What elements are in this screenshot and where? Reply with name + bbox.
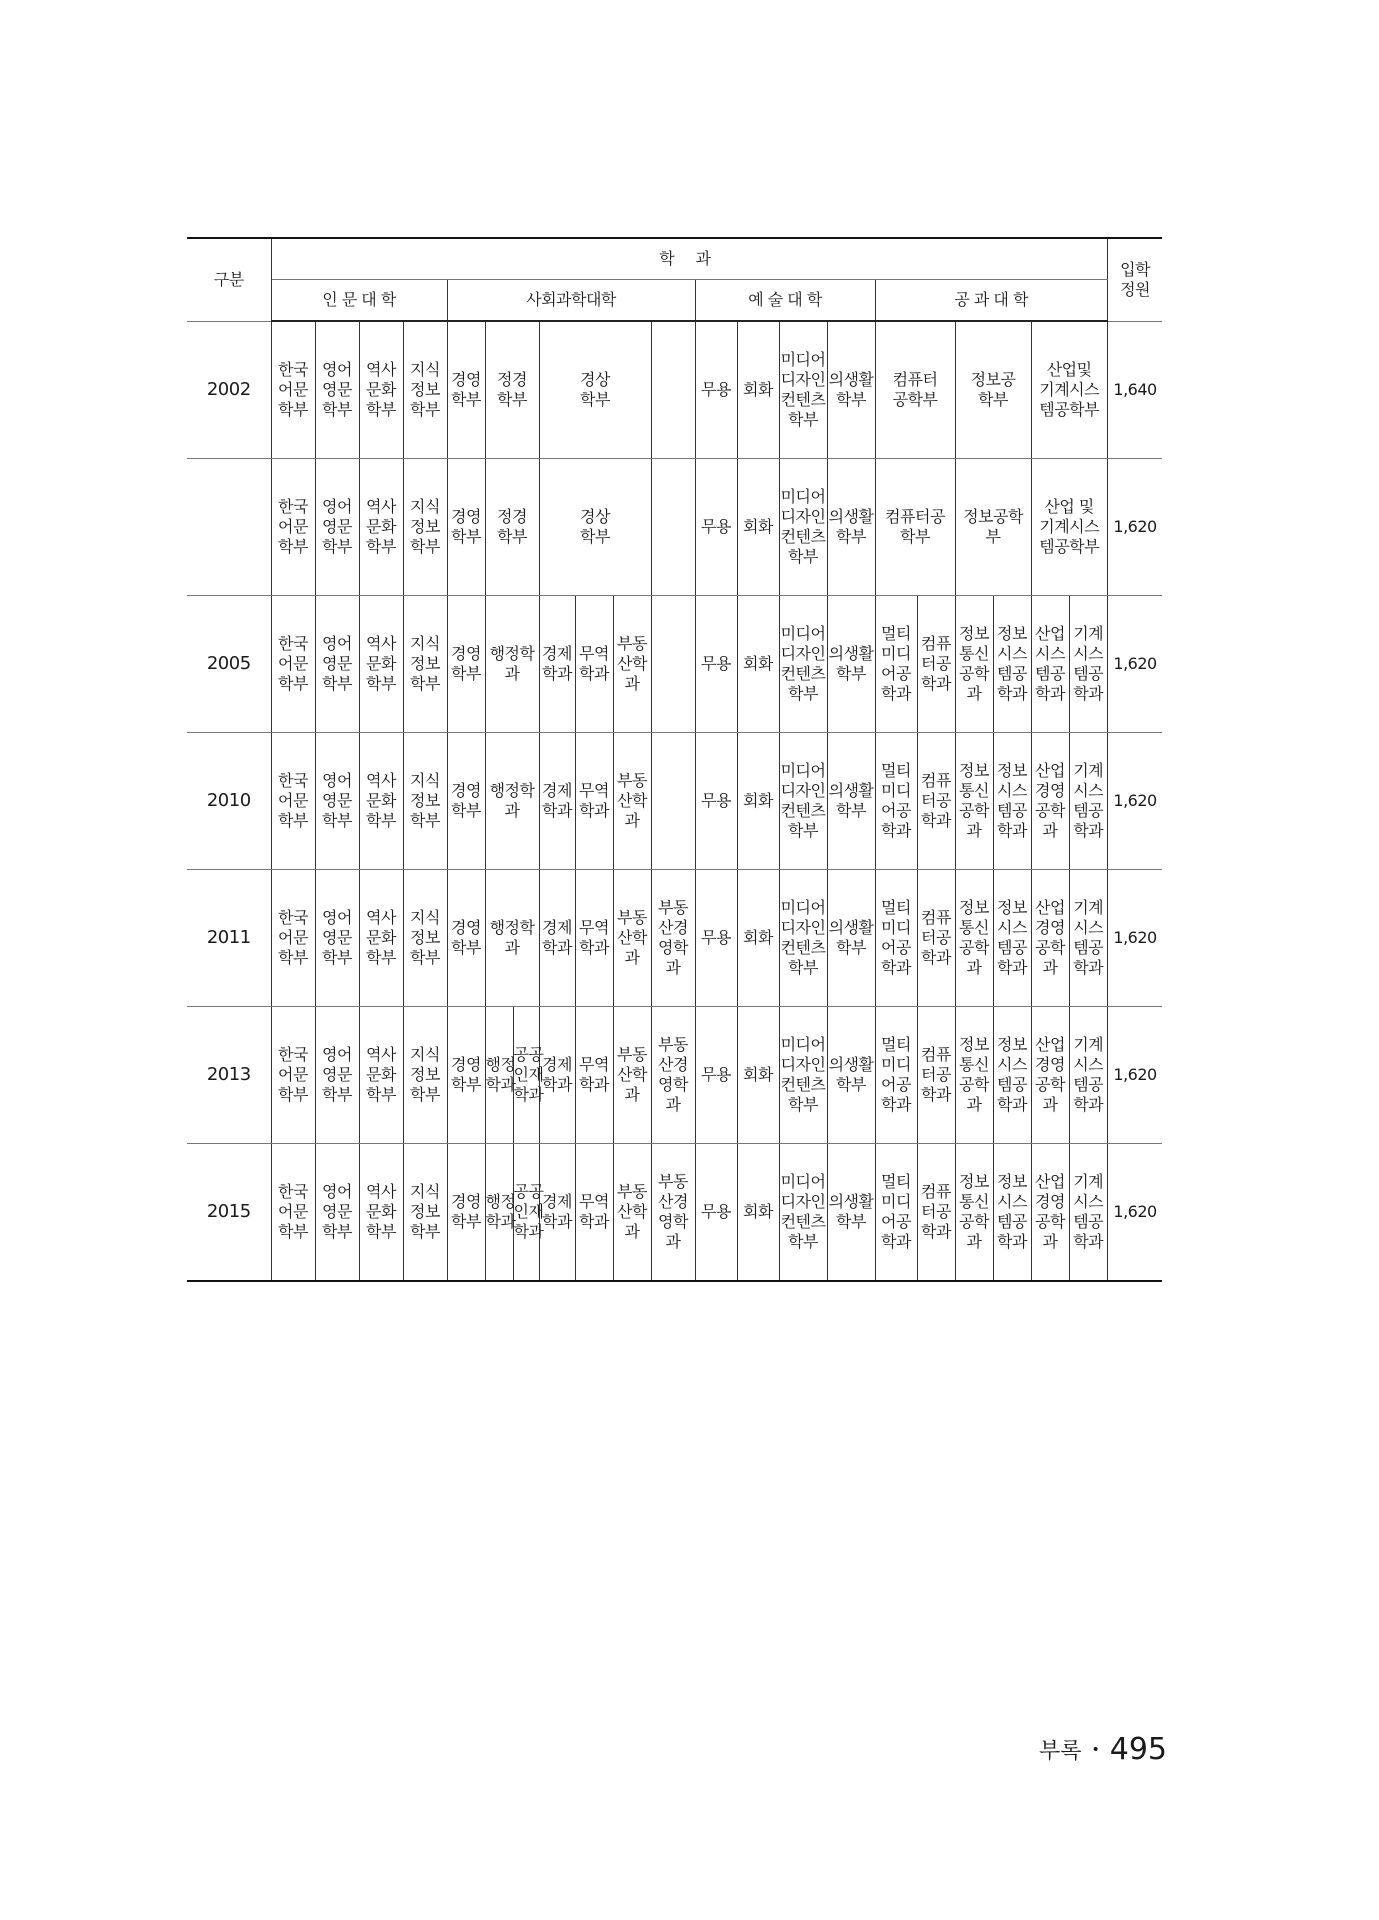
department-cell: 무용 bbox=[695, 1007, 737, 1144]
year-cell: 2002 bbox=[187, 321, 271, 459]
table-body bbox=[187, 321, 1162, 1281]
department-cell: 부동 산학 과 bbox=[613, 596, 651, 733]
department-cell: 행정 학과 bbox=[485, 1144, 513, 1282]
department-cell: 역사 문화 학부 bbox=[359, 1144, 403, 1282]
department-cell: 컴퓨 터공 학과 bbox=[917, 1007, 955, 1144]
department-cell: 정보 시스 템공 학과 bbox=[993, 596, 1031, 733]
department-cell: 기계 시스 템공 학과 bbox=[1069, 596, 1107, 733]
department-cell: 회화 bbox=[737, 733, 779, 870]
department-cell: 미디어 디자인 컨텐츠 학부 bbox=[779, 596, 827, 733]
department-cell: 지식 정보 학부 bbox=[403, 733, 447, 870]
department-cell: 정보 시스 템공 학과 bbox=[993, 870, 1031, 1007]
year-cell: 2013 bbox=[187, 1007, 271, 1144]
department-cell: 의생활 학부 bbox=[827, 459, 875, 596]
department-cell: 경제 학과 bbox=[539, 596, 575, 733]
department-cell: 경영 학부 bbox=[447, 1144, 485, 1282]
department-cell: 경영 학부 bbox=[447, 733, 485, 870]
department-cell: 의생활 학부 bbox=[827, 870, 875, 1007]
department-cell: 부동 산학 과 bbox=[613, 1007, 651, 1144]
department-cell: 의생활 학부 bbox=[827, 596, 875, 733]
department-cell: 정보 시스 템공 학과 bbox=[993, 1007, 1031, 1144]
department-cell: 정경 학부 bbox=[485, 321, 539, 459]
department-cell: 지식 정보 학부 bbox=[403, 596, 447, 733]
department-cell: 컴퓨 터공 학과 bbox=[917, 733, 955, 870]
table-row bbox=[187, 596, 1162, 733]
department-cell: 무역 학과 bbox=[575, 870, 613, 1007]
department-cell: 역사 문화 학부 bbox=[359, 596, 403, 733]
department-cell: 컴퓨터 공학부 bbox=[875, 321, 955, 459]
department-cell: 컴퓨 터공 학과 bbox=[917, 1144, 955, 1282]
department-cell: 부동 산경 영학 과 bbox=[651, 870, 695, 1007]
department-cell: 정보 통신 공학 과 bbox=[955, 1144, 993, 1282]
table-row bbox=[187, 1007, 1162, 1144]
table-row bbox=[187, 321, 1162, 459]
department-cell: 미디어 디자인 컨텐츠 학부 bbox=[779, 870, 827, 1007]
department-cell: 멀티 미디 어공 학과 bbox=[875, 733, 917, 870]
department-cell: 멀티 미디 어공 학과 bbox=[875, 870, 917, 1007]
department-cell: 경영 학부 bbox=[447, 1007, 485, 1144]
department-cell: 경제 학과 bbox=[539, 1144, 575, 1282]
table-row bbox=[187, 733, 1162, 870]
department-cell: 지식 정보 학부 bbox=[403, 459, 447, 596]
year-cell: 2011 bbox=[187, 870, 271, 1007]
department-cell: 한국 어문 학부 bbox=[271, 459, 315, 596]
quota-cell: 1,640 bbox=[1107, 321, 1162, 459]
department-cell: 무용 bbox=[695, 596, 737, 733]
department-cell: 회화 bbox=[737, 459, 779, 596]
department-cell: 미디어 디자인 컨텐츠 학부 bbox=[779, 321, 827, 459]
department-cell: 의생활 학부 bbox=[827, 733, 875, 870]
department-cell: 미디어 디자인 컨텐츠 학부 bbox=[779, 733, 827, 870]
department-cell: 무역 학과 bbox=[575, 733, 613, 870]
department-cell bbox=[651, 459, 695, 596]
department-cell: 지식 정보 학부 bbox=[403, 321, 447, 459]
department-cell: 경제 학과 bbox=[539, 733, 575, 870]
department-cell: 컴퓨 터공 학과 bbox=[917, 870, 955, 1007]
department-cell: 정보 시스 템공 학과 bbox=[993, 1144, 1031, 1282]
department-cell: 영어 영문 학부 bbox=[315, 459, 359, 596]
page-number: 495 bbox=[1109, 1732, 1167, 1767]
department-cell: 공공 인재 학과 bbox=[513, 1007, 539, 1144]
department-cell: 정보 통신 공학 과 bbox=[955, 870, 993, 1007]
department-cell: 지식 정보 학부 bbox=[403, 1007, 447, 1144]
department-cell: 행정학 과 bbox=[485, 733, 539, 870]
department-cell: 의생활 학부 bbox=[827, 321, 875, 459]
department-header: 학 과 bbox=[271, 238, 1107, 280]
college-header-social-science: 사회과학대학 bbox=[447, 280, 695, 322]
department-cell: 영어 영문 학부 bbox=[315, 870, 359, 1007]
department-cell: 무용 bbox=[695, 321, 737, 459]
department-cell: 영어 영문 학부 bbox=[315, 321, 359, 459]
quota-cell: 1,620 bbox=[1107, 596, 1162, 733]
department-cell: 멀티 미디 어공 학과 bbox=[875, 1007, 917, 1144]
department-cell: 정경 학부 bbox=[485, 459, 539, 596]
department-cell: 미디어 디자인 컨텐츠 학부 bbox=[779, 1144, 827, 1282]
quota-cell: 1,620 bbox=[1107, 459, 1162, 596]
department-cell: 역사 문화 학부 bbox=[359, 459, 403, 596]
department-cell: 영어 영문 학부 bbox=[315, 733, 359, 870]
department-cell bbox=[651, 596, 695, 733]
department-cell: 영어 영문 학부 bbox=[315, 1144, 359, 1282]
department-cell: 지식 정보 학부 bbox=[403, 870, 447, 1007]
category-header: 구분 bbox=[187, 238, 271, 321]
department-cell: 경상 학부 bbox=[539, 459, 651, 596]
page-footer bbox=[1039, 1732, 1167, 1767]
year-cell: 2010 bbox=[187, 733, 271, 870]
college-header-engineering: 공 과 대 학 bbox=[875, 280, 1107, 322]
quota-header: 입학 정원 bbox=[1107, 238, 1162, 321]
department-cell: 회화 bbox=[737, 1007, 779, 1144]
department-cell: 산업 경영 공학 과 bbox=[1031, 870, 1069, 1007]
department-cell: 미디어 디자인 컨텐츠 학부 bbox=[779, 1007, 827, 1144]
department-cell: 컴퓨터공 학부 bbox=[875, 459, 955, 596]
department-cell: 영어 영문 학부 bbox=[315, 1007, 359, 1144]
department-cell: 한국 어문 학부 bbox=[271, 1007, 315, 1144]
department-cell: 산업 및 기계시스 템공학부 bbox=[1031, 459, 1107, 596]
department-cell: 미디어 디자인 컨텐츠 학부 bbox=[779, 459, 827, 596]
department-cell: 한국 어문 학부 bbox=[271, 733, 315, 870]
department-cell: 회화 bbox=[737, 870, 779, 1007]
department-cell: 경상 학부 bbox=[539, 321, 651, 459]
department-cell: 역사 문화 학부 bbox=[359, 733, 403, 870]
department-cell: 경제 학과 bbox=[539, 870, 575, 1007]
department-cell: 정보 통신 공학 과 bbox=[955, 1007, 993, 1144]
department-cell bbox=[651, 733, 695, 870]
college-header-arts: 예 술 대 학 bbox=[695, 280, 875, 322]
department-cell: 의생활 학부 bbox=[827, 1007, 875, 1144]
year-cell bbox=[187, 459, 271, 596]
department-cell: 기계 시스 템공 학과 bbox=[1069, 733, 1107, 870]
department-cell: 역사 문화 학부 bbox=[359, 870, 403, 1007]
department-cell: 멀티 미디 어공 학과 bbox=[875, 1144, 917, 1282]
department-cell: 회화 bbox=[737, 1144, 779, 1282]
department-cell: 산업 시스 템공 학과 bbox=[1031, 596, 1069, 733]
department-table-container bbox=[187, 237, 1162, 1282]
footer-label: 부록 bbox=[1038, 1739, 1082, 1764]
department-cell: 한국 어문 학부 bbox=[271, 321, 315, 459]
quota-cell: 1,620 bbox=[1107, 733, 1162, 870]
department-cell: 기계 시스 템공 학과 bbox=[1069, 1144, 1107, 1282]
department-cell: 무역 학과 bbox=[575, 1007, 613, 1144]
department-cell: 무용 bbox=[695, 1144, 737, 1282]
department-cell: 정보 통신 공학 과 bbox=[955, 733, 993, 870]
department-cell: 부동 산학 과 bbox=[613, 1144, 651, 1282]
department-cell bbox=[651, 321, 695, 459]
year-cell: 2005 bbox=[187, 596, 271, 733]
department-cell: 한국 어문 학부 bbox=[271, 1144, 315, 1282]
department-cell: 정보 시스 템공 학과 bbox=[993, 733, 1031, 870]
department-cell: 부동 산학 과 bbox=[613, 733, 651, 870]
department-cell: 컴퓨 터공 학과 bbox=[917, 596, 955, 733]
department-cell: 한국 어문 학부 bbox=[271, 596, 315, 733]
college-header-humanities: 인 문 대 학 bbox=[271, 280, 447, 322]
quota-cell: 1,620 bbox=[1107, 1144, 1162, 1282]
department-cell: 무역 학과 bbox=[575, 1144, 613, 1282]
quota-cell: 1,620 bbox=[1107, 870, 1162, 1007]
department-cell: 무용 bbox=[695, 459, 737, 596]
department-cell: 기계 시스 템공 학과 bbox=[1069, 870, 1107, 1007]
department-cell: 산업및 기계시스 템공학부 bbox=[1031, 321, 1107, 459]
department-cell: 의생활 학부 bbox=[827, 1144, 875, 1282]
department-cell: 기계 시스 템공 학과 bbox=[1069, 1007, 1107, 1144]
department-cell: 무용 bbox=[695, 733, 737, 870]
department-cell: 행정학 과 bbox=[485, 870, 539, 1007]
table-row bbox=[187, 459, 1162, 596]
department-cell: 부동 산경 영학 과 bbox=[651, 1007, 695, 1144]
department-cell: 행정 학과 bbox=[485, 1007, 513, 1144]
department-cell: 부동 산경 영학 과 bbox=[651, 1144, 695, 1282]
department-cell: 부동 산학 과 bbox=[613, 870, 651, 1007]
department-cell: 경제 학과 bbox=[539, 1007, 575, 1144]
table-row bbox=[187, 870, 1162, 1007]
department-cell: 정보공학 부 bbox=[955, 459, 1031, 596]
department-cell: 회화 bbox=[737, 596, 779, 733]
quota-cell: 1,620 bbox=[1107, 1007, 1162, 1144]
department-cell: 공공 인재 학과 bbox=[513, 1144, 539, 1282]
department-cell: 정보공 학부 bbox=[955, 321, 1031, 459]
department-cell: 멀티 미디 어공 학과 bbox=[875, 596, 917, 733]
department-cell: 산업 경영 공학 과 bbox=[1031, 1007, 1069, 1144]
footer-separator: • bbox=[1091, 1741, 1100, 1758]
department-cell: 산업 경영 공학 과 bbox=[1031, 733, 1069, 870]
department-cell: 경영 학부 bbox=[447, 870, 485, 1007]
department-cell: 지식 정보 학부 bbox=[403, 1144, 447, 1282]
department-cell: 경영 학부 bbox=[447, 596, 485, 733]
department-cell: 경영 학부 bbox=[447, 459, 485, 596]
department-cell: 회화 bbox=[737, 321, 779, 459]
year-cell: 2015 bbox=[187, 1144, 271, 1282]
department-cell: 영어 영문 학부 bbox=[315, 596, 359, 733]
department-cell: 경영 학부 bbox=[447, 321, 485, 459]
department-cell: 한국 어문 학부 bbox=[271, 870, 315, 1007]
department-cell: 산업 경영 공학 과 bbox=[1031, 1144, 1069, 1282]
department-history-table bbox=[187, 237, 1162, 1282]
department-cell: 역사 문화 학부 bbox=[359, 1007, 403, 1144]
department-cell: 무역 학과 bbox=[575, 596, 613, 733]
table-row bbox=[187, 1144, 1162, 1282]
department-cell: 행정학 과 bbox=[485, 596, 539, 733]
department-cell: 정보 통신 공학 과 bbox=[955, 596, 993, 733]
department-cell: 역사 문화 학부 bbox=[359, 321, 403, 459]
department-cell: 무용 bbox=[695, 870, 737, 1007]
